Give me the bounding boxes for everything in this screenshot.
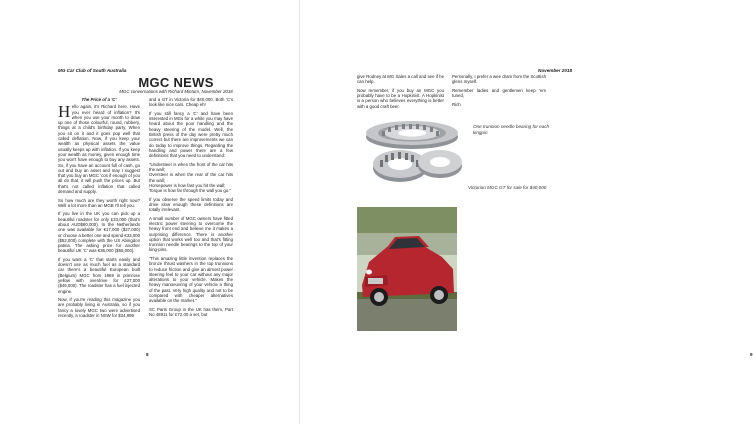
paragraph: SC Parts Group in the UK has them, Part No 48911 for £72.00 a set, but [149, 306, 233, 318]
paragraph: "This amazing little invention replaces the bronze thrust washers in the top trunnions to reduce friction and give an almost power steering feel to your car without any major alterations to your vehicle. Makes the heavy manoeuvring of your vehicle a thing of the past. Very high quality and not to be compared with cheaper alternatives available on the market." [149, 255, 233, 304]
paragraph: So how much are they worth right now? Well a lot more than an MGB I'll tell you. [58, 197, 140, 208]
paragraph: give Rodney at MG Sales a call and see if he can help. [357, 74, 444, 85]
quote-line: Horsepower is how fast you hit the wall; [149, 182, 226, 188]
quote-line: Oversteer is when the rear of the car hits the wall; [149, 172, 233, 183]
page-subtitle: MGC conversations with Richard Minturn, November 2018 [119, 89, 233, 94]
paragraph: If you still fancy a 'C' and have been interested in MGs for a while you may have heard about the poor handling and the heavy steering of the model. Well, the British press of the day were pretty much correct but there are improvements we can do today to improve things. Regarding the handling and power there are a few definitions that you need to understand: [149, 110, 233, 159]
page-number-left: 8 [146, 352, 149, 357]
paragraph: and a GT in Victoria for $40,000. Both 'C's look like nice cars. Cheap eh! [149, 97, 233, 108]
paragraph: Remember ladies and gentlemen keep 'em tuned, [452, 87, 546, 99]
bearing-caption: One trunnion needle bearing for each kingpin [473, 124, 550, 135]
article-column-1 [58, 97, 140, 322]
paragraph: If you live in the UK you can pick up a beautiful roadster for only £33,000 (that's about AUD$60,000). In the Netherlands one was available for €17,000 ($27,000) or choose a better one and spend €33,000 ($52,000) complete with the US Abingdon patina. The asking price for another beautiful UK 'C' was €36,000 ($55,000). [58, 211, 140, 254]
article-column-2 [149, 97, 233, 321]
paragraph: A small number of MGC owners have fitted electric power steering to overcome the heavy front end and believe me it makes a surprising difference. There is another option that works well too and that's fitting trunnion needle bearings to the top of your king-pins. [149, 215, 233, 253]
bearing-photo-2 [370, 142, 465, 186]
page-number-right: 9 [750, 352, 753, 357]
paragraph: Personally, I prefer a wee dram from the Scottish glens myself. [452, 74, 546, 85]
page-title: MGC NEWS [138, 75, 214, 90]
signature-text: Rich [452, 101, 461, 107]
drop-cap: H [58, 102, 71, 122]
quote-line: "Understeer is when the front of the car hits the wall; [149, 161, 233, 172]
article-column-4 [452, 74, 546, 110]
mgc-gt-photo [357, 207, 457, 331]
article-column-3 [357, 74, 444, 112]
paragraph: If you observe the speed limits today and drive slow enough these definitions are totally irrelevant. [149, 196, 233, 213]
issue-date: November 2018 [538, 68, 572, 73]
paragraph: If you want a 'C' that starts easily and doesn't use as much fuel as a standard car there's a beautiful European built (Belgium) MGC from 1969 in primrose yellow with overdrive for £27,000 ($46,000). The roadster has a fuel injected engine. [58, 256, 140, 294]
paragraph: Now, if you're reading this magazine you are probably living in Australia, so if you fancy a lovely MGC two were advertised recently, a roadster in NSW for $34,999 [58, 297, 140, 319]
paragraph: Now remember, if you buy an MGC you probably have to be a Hopkinist. A Hopkinist is a person who believes everything is better with a good craft beer. [357, 87, 444, 109]
article-heading: The Price of a 'C' [81, 97, 117, 102]
quote-line: Torque is how far through the wall you go." [149, 188, 231, 194]
car-caption: Victorian MGC GT for sale for $40,000 [468, 185, 547, 190]
left-page [0, 0, 300, 424]
club-name: MG Car Club of South Australia [58, 68, 127, 73]
paragraph: ello again, it's Richard here. Have you ever heard of inflation? It's when you use your month to draw up one of those colourful, round, rubbery, things at a child's birthday party. When you sit on it and it goes pop well that called deflation. Now, if you keep your wealth as physical assets the value usually keeps up with inflation. If you keep your wealth as money, given enough time you won't have enough to buy any assets. So, if you have an account full of cash, go out and buy an asset and may I suggest that you buy an MGC 'cos if enough of you all do that, it will push the prices up. But that's not called inflation that called demand and supply. [58, 104, 140, 195]
